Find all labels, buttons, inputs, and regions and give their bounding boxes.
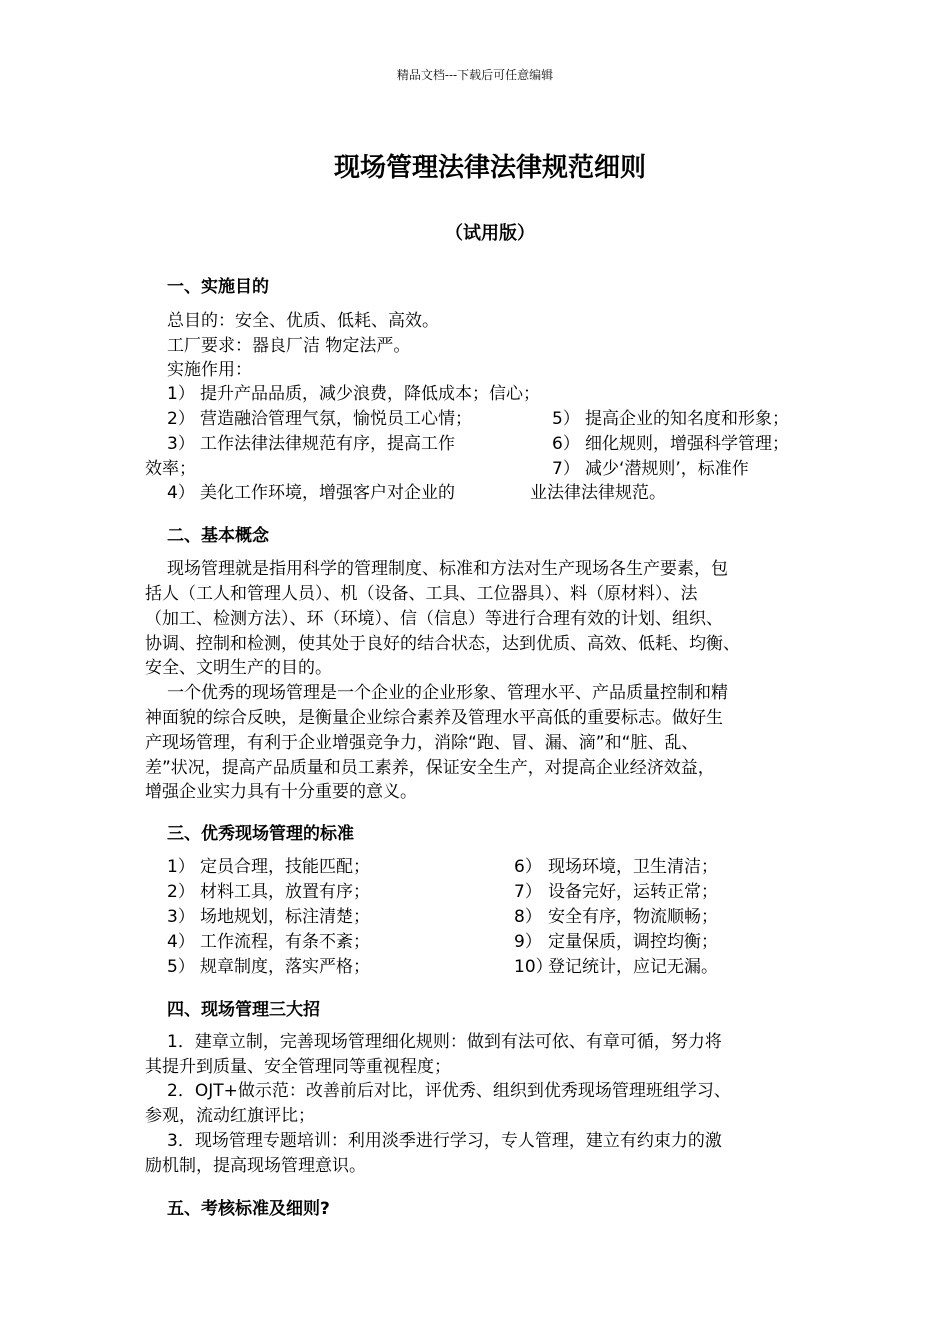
section-3-heading: 三、优秀现场管理的标准 <box>167 824 354 844</box>
list-item: 5） 提高企业的知名度和形象； <box>552 409 789 429</box>
list-item: 7） 减少‘潜规则’，标准作 <box>552 459 749 479</box>
list-item: 8） 安全有序，物流顺畅； <box>514 907 718 927</box>
list-item: 7） 设备完好，运转正常； <box>514 882 718 902</box>
list-item: 3） 场地规划，标注清楚； <box>167 907 370 927</box>
list-item-continuation: 业法律法律规范。 <box>530 483 666 503</box>
paragraph-line: 神面貌的综合反映，是衡量企业综合素养及管理水平高低的重要标志。做好生 <box>145 708 723 728</box>
paragraph-line: 现场管理就是指用科学的管理制度、标准和方法对生产现场各生产要素，包 <box>167 559 728 579</box>
list-item: 10）登记统计，应记无漏。 <box>514 957 718 977</box>
section-5-heading: 五、考核标准及细则? <box>167 1199 330 1219</box>
section-1-heading: 一、实施目的 <box>167 277 269 297</box>
paragraph-line: 括人（工人和管理人员）、机（设备、工具、工位器具）、料（原材料）、法 <box>145 584 698 604</box>
paragraph-line: 参观，流动红旗评比； <box>145 1106 315 1126</box>
list-item: 2） 营造融洽管理气氛，愉悦员工心情； <box>167 409 472 429</box>
paragraph-line: 3．现场管理专题培训：利用淡季进行学习，专人管理，建立有约束力的激 <box>167 1131 722 1151</box>
list-item: 1） 定员合理，技能匹配； <box>167 857 370 877</box>
factory-requirement: 工厂要求：器良厂洁 物定法严。 <box>167 336 411 356</box>
paragraph-line: 2．OJT+做示范：改善前后对比，评优秀、组织到优秀现场管理班组学习、 <box>167 1081 731 1101</box>
list-item: 9） 定量保质，调控均衡； <box>514 932 718 952</box>
list-item: 4） 美化工作环境，增强客户对企业的 <box>167 483 455 503</box>
paragraph-line: 1．建章立制，完善现场管理细化规则：做到有法可依、有章可循，努力将 <box>167 1032 722 1052</box>
paragraph-line: 增强企业实力具有十分重要的意义。 <box>145 782 417 802</box>
paragraph-line: 产现场管理，有利于企业增强竞争力，消除“跑、冒、漏、滴”和“脏、乱、 <box>145 733 699 753</box>
paragraph-line: 励机制，提高现场管理意识。 <box>145 1156 366 1176</box>
list-item: 4） 工作流程，有条不紊； <box>167 932 370 952</box>
list-item-continuation: 效率； <box>145 459 196 479</box>
list-item: 5） 规章制度，落实严格； <box>167 957 370 977</box>
section-2-heading: 二、基本概念 <box>167 526 269 546</box>
page-header: 精品文档---下载后可任意编辑 <box>396 68 554 82</box>
paragraph-line: 安全、文明生产的目的。 <box>145 658 332 678</box>
document-subtitle: （试用版） <box>445 223 535 244</box>
paragraph-line: 差”状况，提高产品质量和员工素养，保证安全生产，对提高企业经济效益， <box>145 758 715 778</box>
list-item: 6） 细化规则，增强科学管理； <box>552 434 789 454</box>
document-title: 现场管理法律法律规范细则 <box>333 153 646 183</box>
list-item: 2） 材料工具，放置有序； <box>167 882 370 902</box>
list-item: 3） 工作法律法律规范有序，提高工作 <box>167 434 455 454</box>
paragraph-line: 一个优秀的现场管理是一个企业的企业形象、管理水平、产品质量控制和精 <box>167 683 728 703</box>
list-item: 1） 提升产品品质，减少浪费，降低成本；信心； <box>167 384 540 404</box>
paragraph-line: 其提升到质量、安全管理同等重视程度； <box>145 1057 451 1077</box>
section-4-heading: 四、现场管理三大招 <box>167 1000 320 1020</box>
list-item: 6） 现场环境，卫生清洁； <box>514 857 718 877</box>
paragraph-line: 协调、控制和检测，使其处于良好的结合状态，达到优质、高效、低耗、均衡、 <box>145 634 740 654</box>
effect-label: 实施作用： <box>167 360 252 380</box>
paragraph-line: （加工、检测方法）、环（环境）、信（信息）等进行合理有效的计划、组织、 <box>145 609 723 629</box>
goal-text: 总目的：安全、优质、低耗、高效。 <box>167 311 439 331</box>
